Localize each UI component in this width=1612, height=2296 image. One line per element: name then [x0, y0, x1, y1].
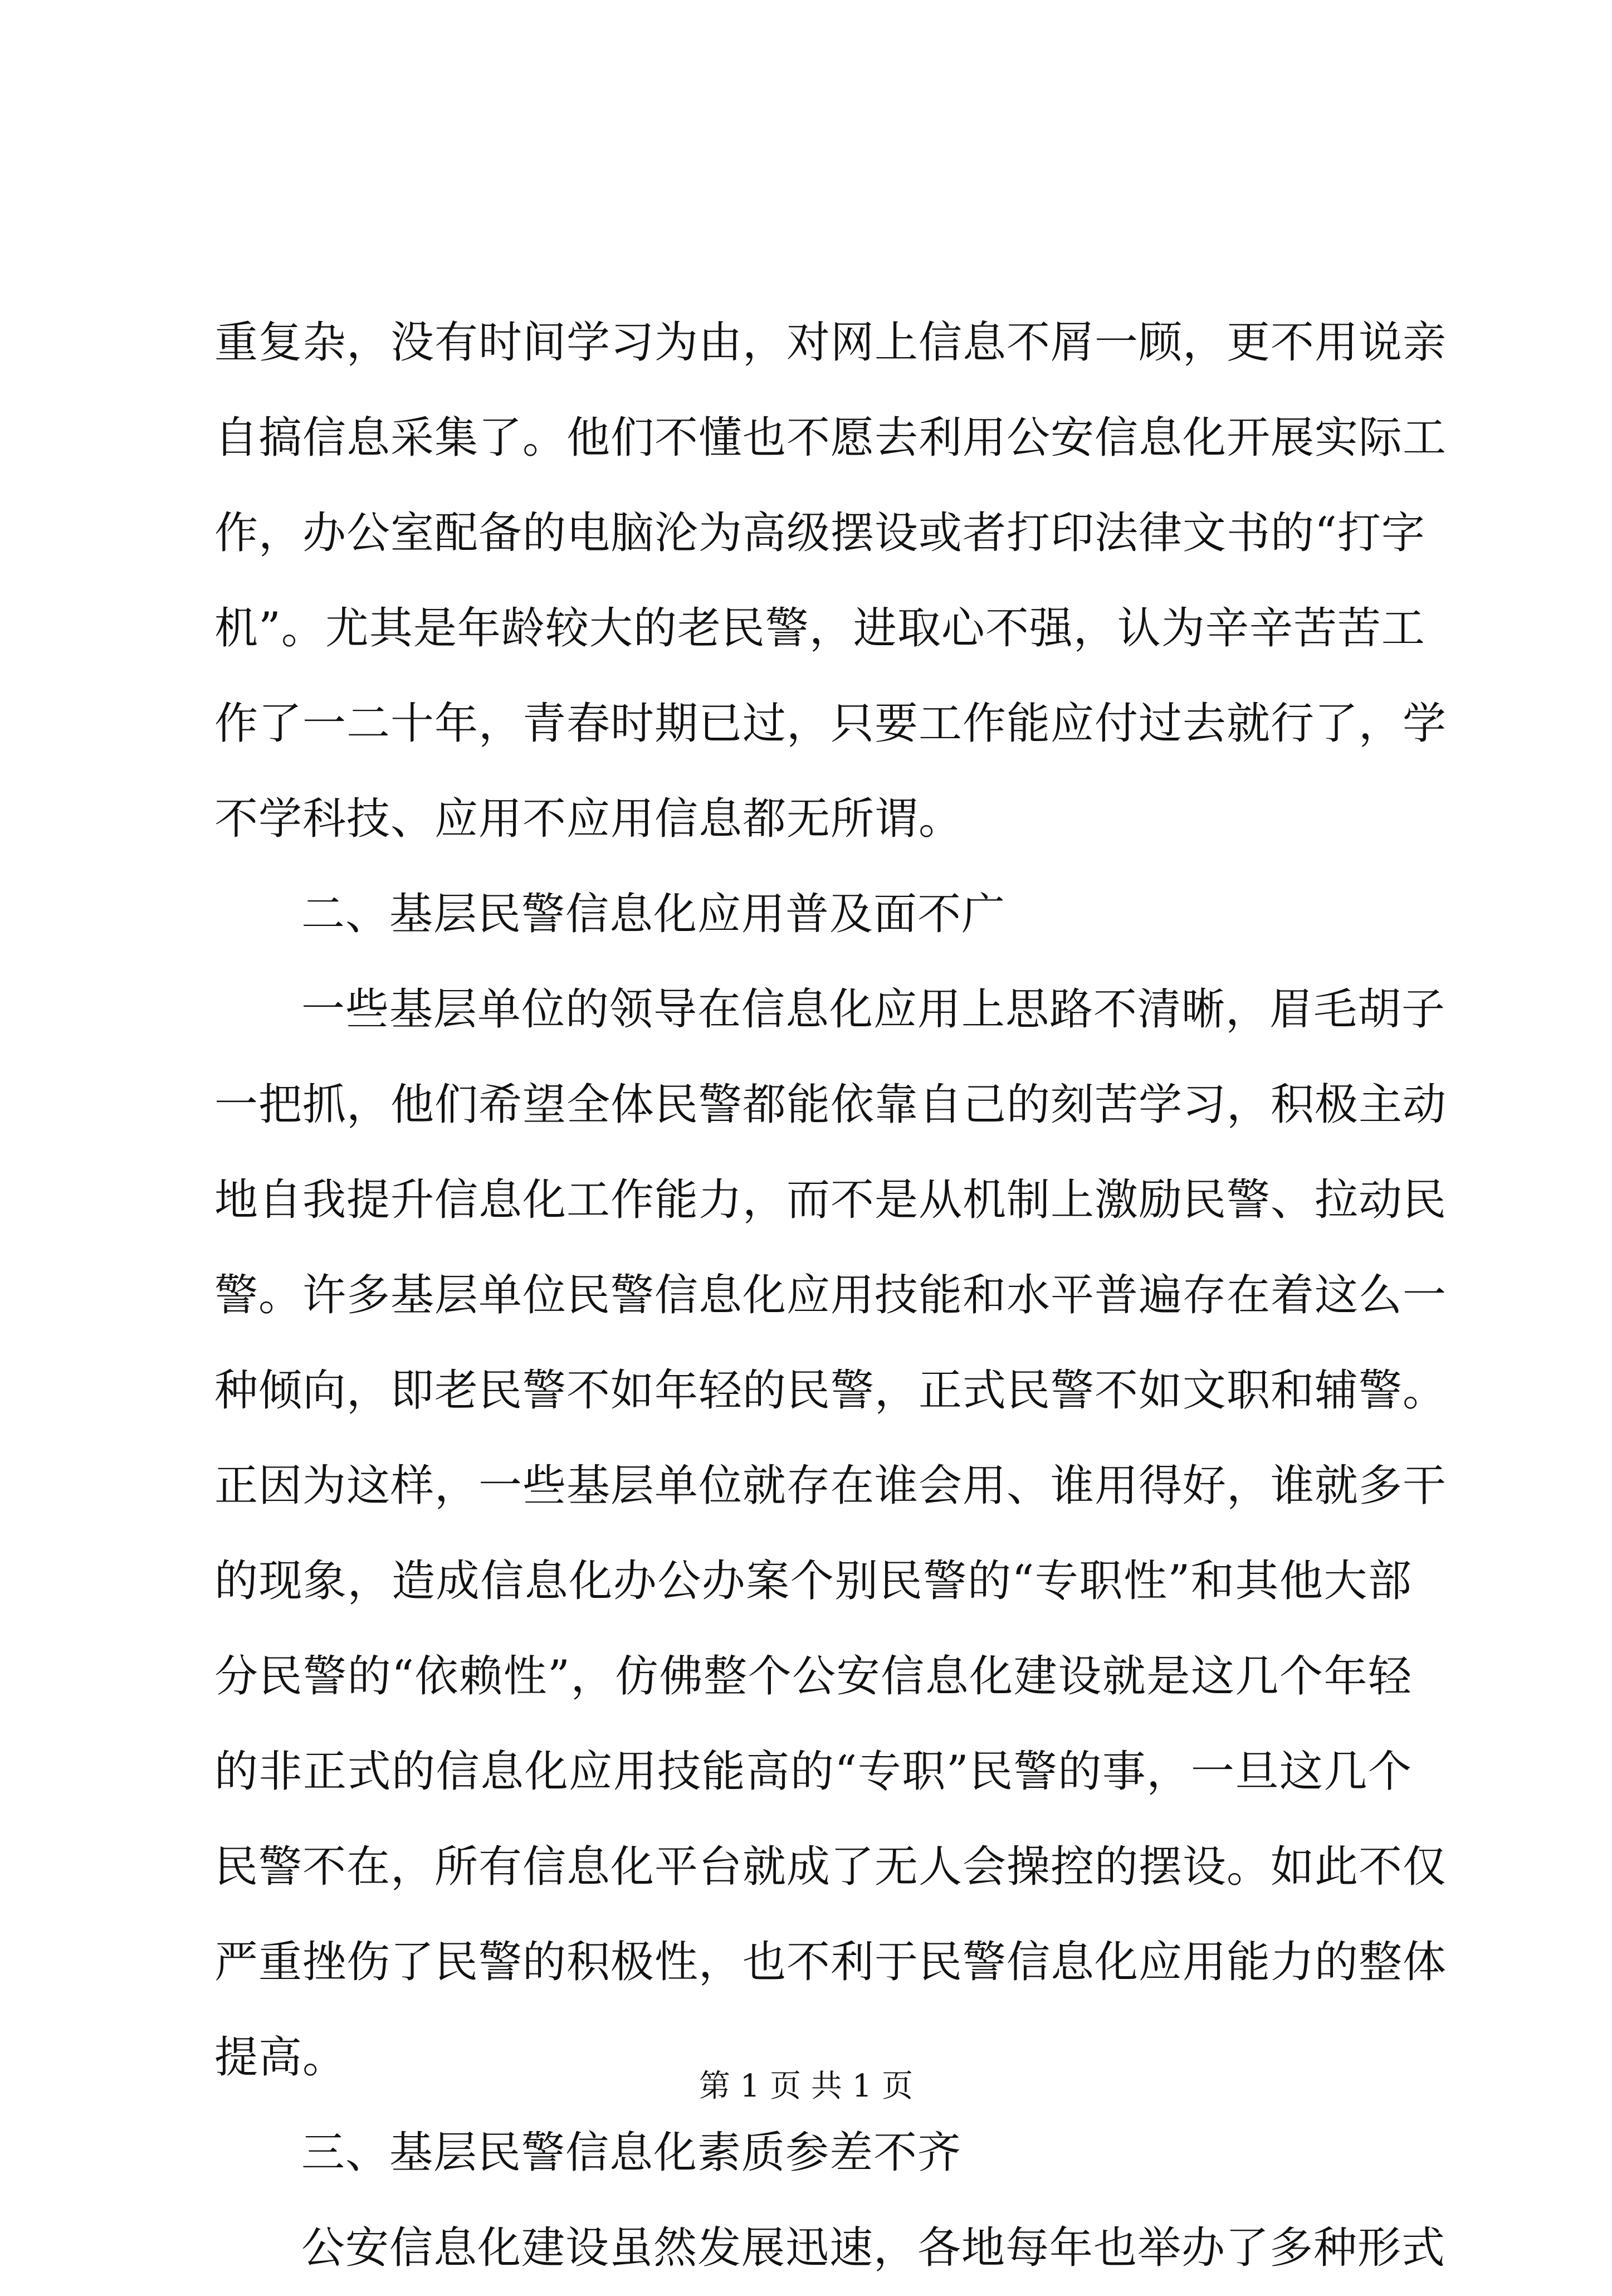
text-line: 不学科技、应用不应用信息都无所谓。: [214, 794, 963, 844]
text-line: 公安信息化建设虽然发展迅速，各地每年也举办了多种形式: [301, 2223, 1446, 2273]
text-line: 作了一二十年，青春时期已过，只要工作能应付过去就行了，学: [214, 699, 1447, 749]
text-line: 警。许多基层单位民警信息化应用技能和水平普遍存在着这么一: [214, 1270, 1447, 1320]
body-text: [214, 295, 1447, 2296]
text-line: 正因为这样，一些基层单位就存在谁会用、谁用得好，谁就多干: [214, 1461, 1447, 1511]
text-line: 严重挫伤了民警的积极性，也不利于民警信息化应用能力的整体: [214, 1937, 1447, 1987]
page-footer: 第 1 页 共 1 页: [698, 2068, 914, 2104]
text-line: 的非正式的信息化应用技能高的“专职”民警的事，一旦这几个: [214, 1747, 1412, 1797]
text-line: 一把抓，他们希望全体民警都能依靠自己的刻苦学习，积极主动: [214, 1080, 1447, 1130]
text-line: 重复杂，没有时间学习为由，对网上信息不屑一顾，更不用说亲: [214, 318, 1447, 368]
text-line: 一些基层单位的领导在信息化应用上思路不清晰，眉毛胡子: [301, 984, 1446, 1035]
text-line: 自搞信息采集了。他们不懂也不愿去利用公安信息化开展实际工: [214, 413, 1447, 463]
text-line: 分民警的“依赖性”，仿佛整个公安信息化建设就是这几个年轻: [214, 1651, 1412, 1702]
text-line: 作，办公室配备的电脑沦为高级摆设或者打印法律文书的“打字: [214, 508, 1425, 558]
section-heading: 二、基层民警信息化应用普及面不广: [301, 889, 1006, 939]
text-line: 民警不在，所有信息化平台就成了无人会操控的摆设。如此不仅: [214, 1842, 1447, 1892]
text-line: 提高。: [214, 2032, 347, 2083]
text-line: 种倾向，即老民警不如年轻的民警，正式民警不如文职和辅警。: [214, 1366, 1447, 1416]
text-line: 的现象，造成信息化办公办案个别民警的“专职性”和其他大部: [214, 1556, 1412, 1606]
text-line: 机”。尤其是年龄较大的老民警，进取心不强，认为辛辛苦苦工: [214, 603, 1425, 654]
text-line: 地自我提升信息化工作能力，而不是从机制上激励民警、拉动民: [214, 1175, 1447, 1225]
section-heading: 三、基层民警信息化素质参差不齐: [301, 2128, 962, 2178]
